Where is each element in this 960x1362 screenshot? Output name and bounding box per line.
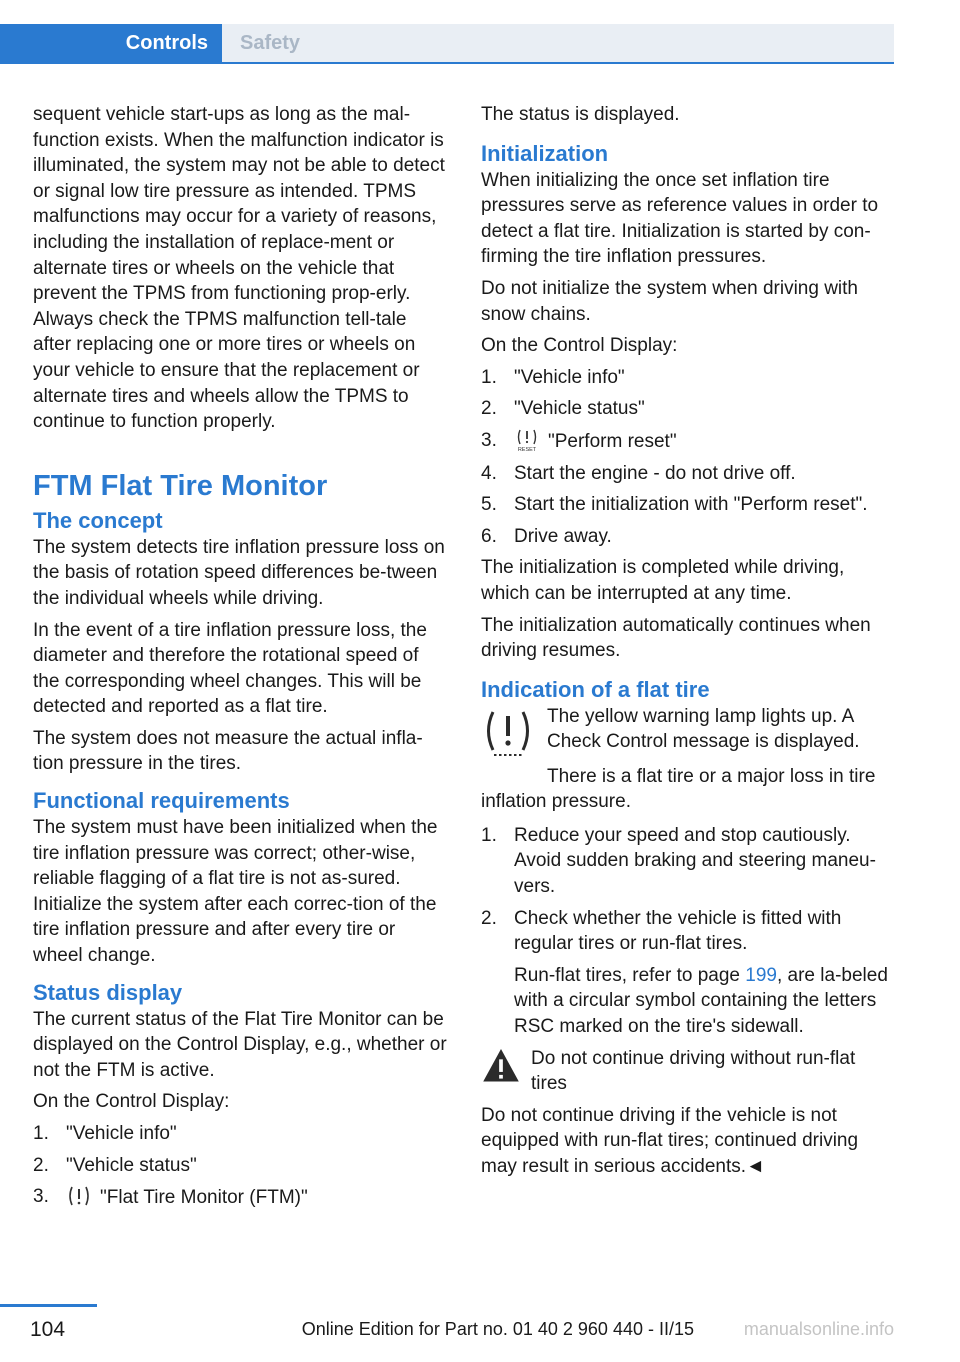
page-link-199[interactable]: 199 — [745, 964, 777, 986]
list-item: 2. "Vehicle status" — [33, 1154, 197, 1176]
tab-safety[interactable]: Safety — [222, 24, 894, 62]
paragraph-concept-2: In the event of a tire inflation pressure loss, the diameter and therefore the rotational speed of the corresponding wheel changes. This will be detected and reported as a flat tire. — [33, 619, 427, 718]
list-item: 6. Drive away. — [481, 525, 612, 547]
flat-tire-warning-lamp-icon — [481, 706, 535, 760]
list-item: 3. RESET "Perform reset" — [481, 429, 677, 452]
paragraph-on-control-display: On the Control Display: — [33, 1091, 230, 1113]
warning-title: Do not continue driving without run-flat tires — [531, 1047, 856, 1095]
paragraph-init-2: Do not initialize the system when driving with snow chains. — [481, 277, 859, 325]
heading-functional-requirements: Functional requirements — [33, 788, 290, 814]
section-title-ftm: FTM Flat Tire Monitor — [33, 469, 328, 502]
right-column — [481, 102, 895, 1186]
paragraph-warning: Do not continue driving if the vehicle is not equipped with run-flat tires; continued driving may result in serious accidents.◄ — [481, 1104, 859, 1177]
heading-initialization: Initialization — [481, 140, 609, 166]
paragraph-init-4: The initialization automatically continues when driving resumes. — [481, 614, 871, 662]
list-item: 2. Check whether the vehicle is fitted with regular tires or run-flat tires. Run-flat tires, refer to page 199, are la-beled with a circular symbol containing the letters RSC marked on the tire's sidewall. — [481, 906, 895, 1040]
flat-tire-indicator-block — [481, 704, 895, 764]
runflat-note: Run-flat tires, refer to page 199, are la-beled with a circular symbol containing the letters RSC marked on the tire's sidewall. — [514, 964, 888, 1038]
warning-block — [481, 1046, 895, 1097]
heading-flat-tire-indication: Indication of a flat tire — [481, 676, 710, 702]
paragraph-init-1: When initializing the once set inflation tire pressures serve as reference values in order to detect a flat tire. Initialization is started by con-firming the tire inflation pressures. — [481, 169, 879, 268]
paragraph-intro: sequent vehicle start-ups as long as the mal-function exists. When the malfunction indicator is illuminated, the system may not be able to detect or signal low tire pressure as intended. TPMS malfunctions may occur for a variety of reasons, including the installation of replace-ment or alternate tires or wheels on the vehicle that prevent the TPMS from functioning prop-erly. Always check the TPMS malfunction tell-tale after replacing one or more tires or wheels on your vehicle to ensure that the replacement or alternate tires and wheels allow the TPMS to continue to function properly. — [33, 104, 445, 433]
paragraph-status: The current status of the Flat Tire Monitor can be displayed on the Control Display, e.g., whether or not the FTM is active. — [33, 1008, 447, 1081]
watermark: manualsonline.info — [743, 1319, 894, 1339]
heading-status-display: Status display — [33, 979, 183, 1005]
init-steps-list — [481, 365, 895, 550]
header-bar — [0, 24, 894, 64]
left-column — [33, 102, 447, 1217]
heading-concept: The concept — [33, 507, 163, 533]
paragraph-functional: The system must have been initialized when the tire inflation pressure was correct; other-wise, reliable flagging of a flat tire is not as-sured. Initialize the system after each correc-tion of the tire inflation pressure and after every tire or wheel change. — [33, 817, 438, 967]
flat-steps-list — [481, 823, 895, 1040]
paragraph-status-displayed: The status is displayed. — [481, 104, 680, 125]
warning-triangle-icon — [481, 1046, 521, 1086]
paragraph-concept-1: The system detects tire inflation pressure loss on the basis of rotation speed differences be-tween the individual wheels while driving. — [33, 536, 445, 609]
list-item: 3. "Flat Tire Monitor (FTM)" — [33, 1186, 308, 1209]
list-item: 1. "Vehicle info" — [33, 1123, 177, 1144]
list-item: 5. Start the initialization with "Perform reset". — [481, 494, 868, 516]
paragraph-flat-2: There is a flat tire or a major loss in tire inflation pressure. — [481, 765, 876, 813]
paragraph-flat-1: The yellow warning lamp lights up. A Check Control message is displayed. — [547, 705, 860, 753]
paragraph-concept-3: The system does not measure the actual infla-tion pressure in the tires. — [33, 727, 423, 775]
status-steps-list — [33, 1121, 447, 1211]
paragraph-on-control-display-right: On the Control Display: — [481, 335, 678, 357]
tire-pressure-warning-icon — [66, 1184, 92, 1208]
paragraph-init-3: The initialization is completed while driving, which can be interrupted at any time. — [481, 557, 845, 604]
list-item: 1. "Vehicle info" — [481, 366, 625, 388]
tire-reset-icon — [514, 428, 540, 452]
footer-rule — [0, 1304, 97, 1307]
tab-controls[interactable]: Controls — [0, 24, 222, 62]
list-item: 1. Reduce your speed and stop cautiously. Avoid sudden braking and steering maneu-vers. — [481, 824, 876, 898]
list-item: 2. "Vehicle status" — [481, 398, 645, 420]
page-number: 104 — [30, 1318, 66, 1341]
svg-text:RESET: RESET — [517, 446, 537, 452]
edition-text: Online Edition for Part no. 01 40 2 960 440 - II/15 — [301, 1319, 694, 1339]
list-item: 4. Start the engine - do not drive off. — [481, 462, 796, 484]
